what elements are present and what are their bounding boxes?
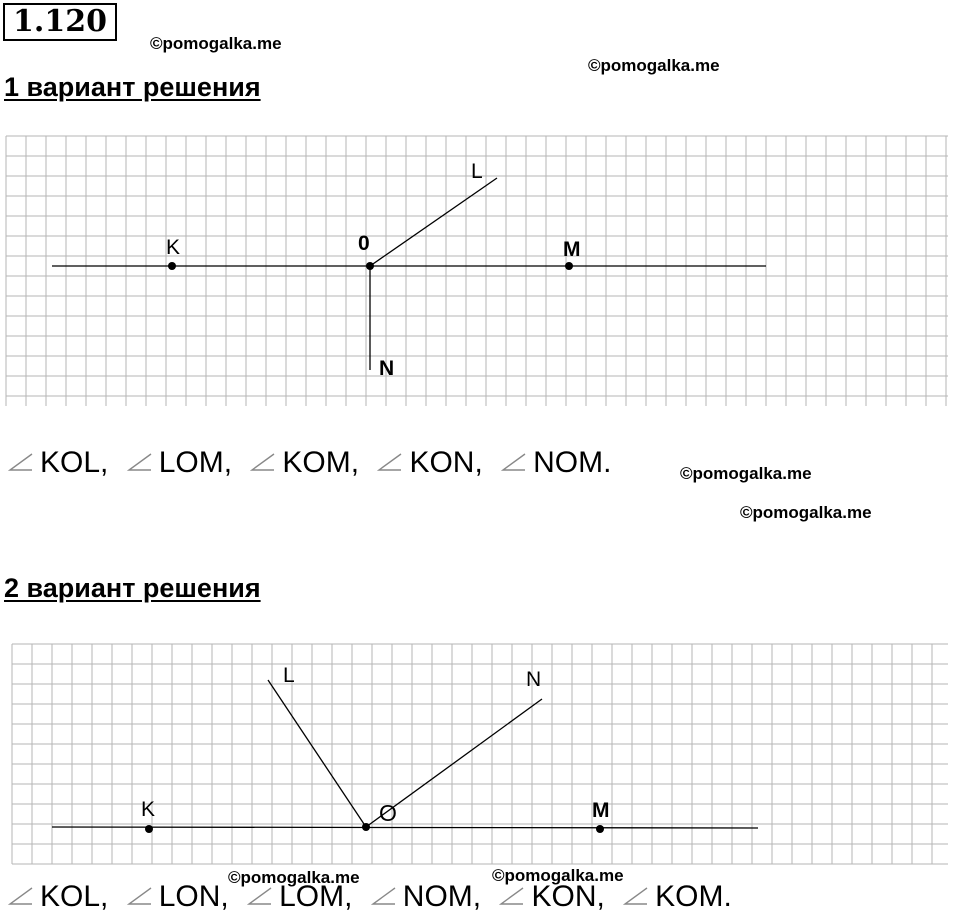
answer-item (245, 880, 352, 913)
ray-ol (268, 680, 366, 827)
answer-text: LOM, (279, 880, 353, 913)
watermark: ©pomogalka.me (228, 868, 360, 887)
angle-icon (499, 450, 527, 472)
point-m (565, 262, 573, 270)
answer-text: KON, (531, 880, 605, 913)
variant1-answers (6, 446, 619, 480)
variant2-diagram (0, 638, 960, 870)
point-m (596, 825, 604, 833)
angle-icon (248, 450, 276, 472)
point-k (145, 825, 153, 833)
watermark: ©pomogalka.me (492, 866, 624, 885)
variant2-answers (6, 880, 740, 914)
answer-text: KOL, (40, 446, 109, 479)
answer-item (6, 880, 108, 913)
angle-icon (621, 884, 649, 906)
answer-text: KON, (409, 446, 483, 479)
answer-item (125, 880, 229, 913)
point-k (168, 262, 176, 270)
answer-item (499, 446, 611, 479)
label-l: L (471, 160, 483, 183)
watermark: ©pomogalka.me (588, 56, 720, 75)
point-o (366, 262, 374, 270)
label-n: N (379, 357, 395, 380)
task-number: 1.120 (3, 3, 117, 41)
ray-ol (370, 178, 497, 266)
angle-icon (125, 450, 153, 472)
watermark: ©pomogalka.me (150, 34, 282, 53)
label-n: N (526, 668, 542, 691)
answer-item (125, 446, 232, 479)
watermark: ©pomogalka.me (740, 503, 872, 522)
label-l: L (283, 664, 295, 687)
point-o (362, 823, 370, 831)
label-m: M (563, 238, 581, 261)
answer-item (621, 880, 732, 913)
variant1-heading: 1 вариант решения (4, 72, 261, 102)
angle-icon (125, 884, 153, 906)
angle-icon (497, 884, 525, 906)
answer-item (375, 446, 482, 479)
answer-item (369, 880, 481, 913)
answer-text: KOM. (655, 880, 732, 913)
answer-text: LOM, (158, 446, 233, 479)
answer-text: LON, (158, 880, 229, 913)
angle-icon (375, 450, 403, 472)
label-o: O (379, 800, 397, 826)
answer-item (497, 880, 604, 913)
variant2-heading: 2 вариант решения (4, 573, 261, 603)
answer-text: KOL, (40, 880, 109, 913)
angle-icon (245, 884, 273, 906)
label-k: K (166, 236, 181, 259)
angle-icon (6, 884, 34, 906)
answer-text: NOM. (533, 446, 612, 479)
answer-text: KOM, (282, 446, 360, 479)
label-m: M (592, 799, 610, 822)
label-o: 0 (358, 232, 370, 255)
label-k: K (141, 798, 156, 821)
angle-icon (369, 884, 397, 906)
answer-text: NOM, (402, 880, 482, 913)
variant1-diagram (0, 130, 960, 412)
watermark: ©pomogalka.me (680, 464, 812, 483)
angle-icon (6, 450, 34, 472)
answer-item (248, 446, 359, 479)
answer-item (6, 446, 108, 479)
